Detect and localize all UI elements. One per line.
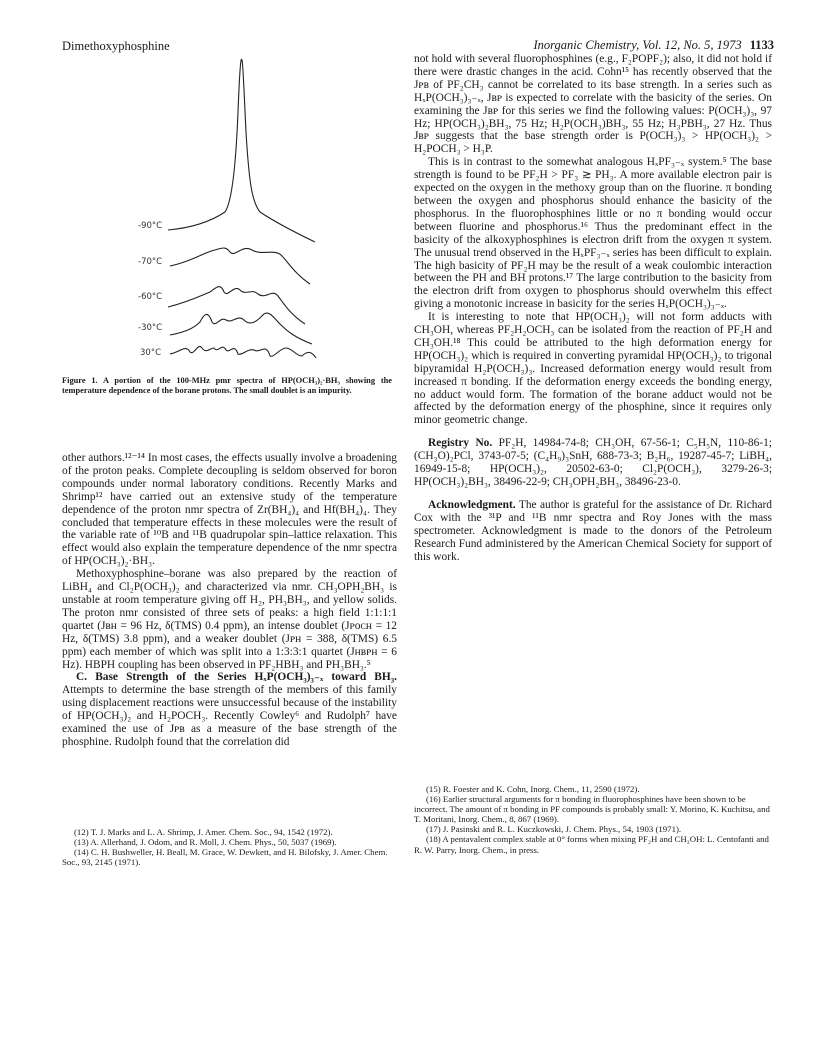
footnote: (18) A pentavalent complex stable at 0° forms when mixing PF₂H and CH₃OH: L. Centofanti and R. W. Parry, Inorg. Chem., in press.: [414, 834, 769, 855]
spectrum-trace-30c: [170, 346, 316, 358]
spectra-plot: [130, 52, 340, 370]
journal-citation: Inorganic Chemistry, Vol. 12, No. 5, 1973: [533, 38, 742, 52]
footnotes-left: [62, 827, 397, 867]
footnotes-right: [414, 784, 772, 855]
paragraph: [62, 671, 397, 748]
footnote: (12) T. J. Marks and L. A. Shrimp, J. Amer. Chem. Soc., 94, 1542 (1972).: [74, 827, 333, 837]
paragraph: It is interesting to note that HP(OCH₃)₂ will not form adducts with CH₃OH, whereas PF₂H₂OCH₃ can be isolated from the reaction of PF₂H and CH₃OH.¹⁸ This could be attributed to the high deformation energy for HP(OCH₃)₂ which is required in converting pyramidal HP(OCH₃)₂ to trigonal bipyramidal H₂P(OCH₃)₃. Increased deformation energy would result from increased π bonding. If the deformation energy exceeds the bonding energy, no adduct would form. The formation of the borane adduct would not be affected by the deformation energy of the phosphine, since it requires only minor geometric change.: [414, 311, 772, 427]
running-head-right: [533, 38, 774, 53]
right-column: [414, 53, 772, 563]
acknowledgment-paragraph: [414, 499, 772, 564]
nmr-spectra-figure: [130, 52, 340, 370]
spectrum-trace--30c: [170, 313, 312, 344]
figure-caption: [62, 376, 392, 396]
footnote: (16) Earlier structural arguments for π bonding in fluorophosphines have been shown to be incorrect. The amount of π bonding in PF compounds is probably small: Y. Morino, K. Kuchitsu, and T. Moritani, Inorg. Chem., 8, 867 (1969).: [414, 794, 770, 825]
page-number: 1133: [749, 38, 774, 52]
footnote: (17) J. Pasinski and R. L. Kuczkowski, J. Chem. Phys., 54, 1903 (1971).: [426, 824, 682, 835]
registry-paragraph: [414, 437, 772, 489]
figure-caption-text: A portion of the 100-MHz pmr spectra of HP(OCH₃)₂·BH₃ showing the temperature dependence of the borane protons. The small doublet is an impurity.: [62, 376, 392, 395]
footnote: (14) C. H. Bushweller, H. Beall, M. Grace, W. Dewkett, and H. Bilofsky, J. Amer. Chem. Soc., 93, 2145 (1971).: [62, 847, 388, 868]
label-30c: 30°C: [140, 348, 162, 358]
section-heading: C. Base Strength of the Series HₓP(OCH₃)₃₋ₓ toward BH₃.: [76, 671, 397, 684]
footnote: (13) A. Allerhand, J. Odom, and R. Moll, J. Chem. Phys., 50, 5037 (1969).: [74, 837, 337, 848]
acknowledgment-heading: Acknowledgment.: [428, 498, 516, 511]
registry-text: PF₂H, 14984-74-8; CH₃OH, 67-56-1; C₅H₅N, 110-86-1; (CH₃O)₂PCl, 3743-07-5; (C₄H₉)₃SnH, 688-73-3; B₂H₆, 19287-45-7; LiBH₄, 16949-15-8; HP(OCH₃)₂, 20502-63-0; Cl₂P(OCH₃), 3279-26-3; HP(OCH₃)₂BH₃, 38496-22-9; CH₃OPH₂BH₃, 38496-23-0.: [414, 437, 772, 488]
registry-heading: Registry No.: [428, 437, 493, 450]
paragraph: Methoxyphosphine–borane was also prepared by the reaction of LiBH₄ and Cl₂P(OCH₃)₂ and characterized via nmr. CH₃OPH₂BH₃ is unstable at room temperature giving off H₂, PH₃BH₃, and yellow solids. The proton nmr consisted of three sets of peaks: a high field 1:1:1:1 quartet (Jʙʜ = 96 Hz, δ(TMS) 0.4 ppm), an intense doublet (Jᴘᴏᴄʜ = 12 Hz, δ(TMS) 3.8 ppm), and a weaker doublet (Jᴘʜ = 388, δ(TMS) 6.5 ppm) each member of which was split into a 1:3:3:1 quartet (Jʜʙᴘʜ = 6 Hz). HBPH coupling has been observed in PF₂HBH₃ and PH₃BH₃.⁵: [62, 568, 397, 671]
figure-caption-label: Figure 1.: [62, 376, 98, 385]
running-head-left: Dimethoxyphosphine: [62, 39, 170, 53]
label--30c: -30°C: [138, 323, 163, 333]
paragraph: This is in contrast to the somewhat analogous HₓPF₃₋ₓ system.⁵ The base strength is found to be PF₂H > PF₃ ≳ PH₃. A more available electron pair is expected on the oxygen in the methoxy group than on the fluorine. π bonding between the oxygen and phosphorus should enhance the basicity of the phosphorus. In the fluorophosphines little or no π bonding would occur between fluorine and phosphorus.¹⁶ Thus the predominant effect in the basicity of the alkoxyphosphines is electron drift from the oxygen π system. The unusual trend observed in the HₓPF₃₋ₓ series has been difficult to explain. The high basicity of PF₂H may be the result of a weak coulombic interaction between the PH and BH protons.¹⁷ The large contribution to the basicity from the electron drift from oxygen to phosphorus should overwhelm this effect giving a monotonic increase in basicity for the series HₓP(OCH₃)₃₋ₓ.: [414, 156, 772, 311]
spectrum-trace--70c: [170, 248, 310, 284]
acknowledgment-text: The author is grateful for the assistance of Dr. Richard Cox with the ³¹P and ¹¹B nmr spectra and Roy Jones with the mass spectrometer. Acknowledgment is made to the donors of the Petroleum Research Fund administered by the American Chemical Society for support of this work.: [414, 498, 772, 563]
left-column: [62, 452, 397, 749]
label--60c: -60°C: [138, 292, 163, 302]
spectrum-trace--90c: [168, 59, 315, 242]
paragraph: not hold with several fluorophosphines (e.g., F₂POPF₂); also, it did not hold if there were drastic changes in the acid. Cohn¹⁵ has recently observed that the Jᴘʙ of PF₂CH₃ cannot be correlated to its base strength. In a series such as HₓP(OCH₃)₃₋ₓ, Jʙᴘ is expected to correlate with the basicity of the series. On examining the Jʙᴘ for this series we find the following values: P(OCH₃)₃, 97 Hz; HP(OCH₃)₂BH₃, 75 Hz; H₂P(OCH₃)BH₃, 55 Hz; H₃PBH₃, 27 Hz. Thus Jʙᴘ suggests that the base strength order is P(OCH₃)₃ > HP(OCH₃)₂ > H₂POCH₃ > H₃P.: [414, 53, 772, 156]
footnote: (15) R. Foester and K. Cohn, Inorg. Chem., 11, 2590 (1972).: [426, 784, 640, 794]
label--90c: -90°C: [138, 221, 163, 231]
paragraph-text: Attempts to determine the base strength of the members of this family using displacement reactions were unsuccessful because of the instability of HP(OCH₃)₂ and H₂POCH₃. Recently Cowley⁶ and Rudolph⁷ have examined the use of Jᴘʙ as a measure of the base strength of the phosphine. Rudolph found that the correlation did: [62, 684, 397, 748]
paragraph: other authors.¹²⁻¹⁴ In most cases, the effects usually involve a broadening of the proton peaks. Complete decoupling is seldom observed for boron compounds under normal laboratory conditions. Recently Marks and Shrimp¹² have carried out an extensive study of the temperature dependence of the proton nmr spectra of Zr(BH₄)₄ and Hf(BH₄)₄. They concluded that temperature effects in these molecules were the result of the variable rate of ¹⁰B and ¹¹B quadrupolar spin–lattice relaxation. This effect would also explain the temperature dependence of the nmr spectra of HP(OCH₃)₂·BH₃.: [62, 452, 397, 568]
label--70c: -70°C: [138, 257, 163, 267]
